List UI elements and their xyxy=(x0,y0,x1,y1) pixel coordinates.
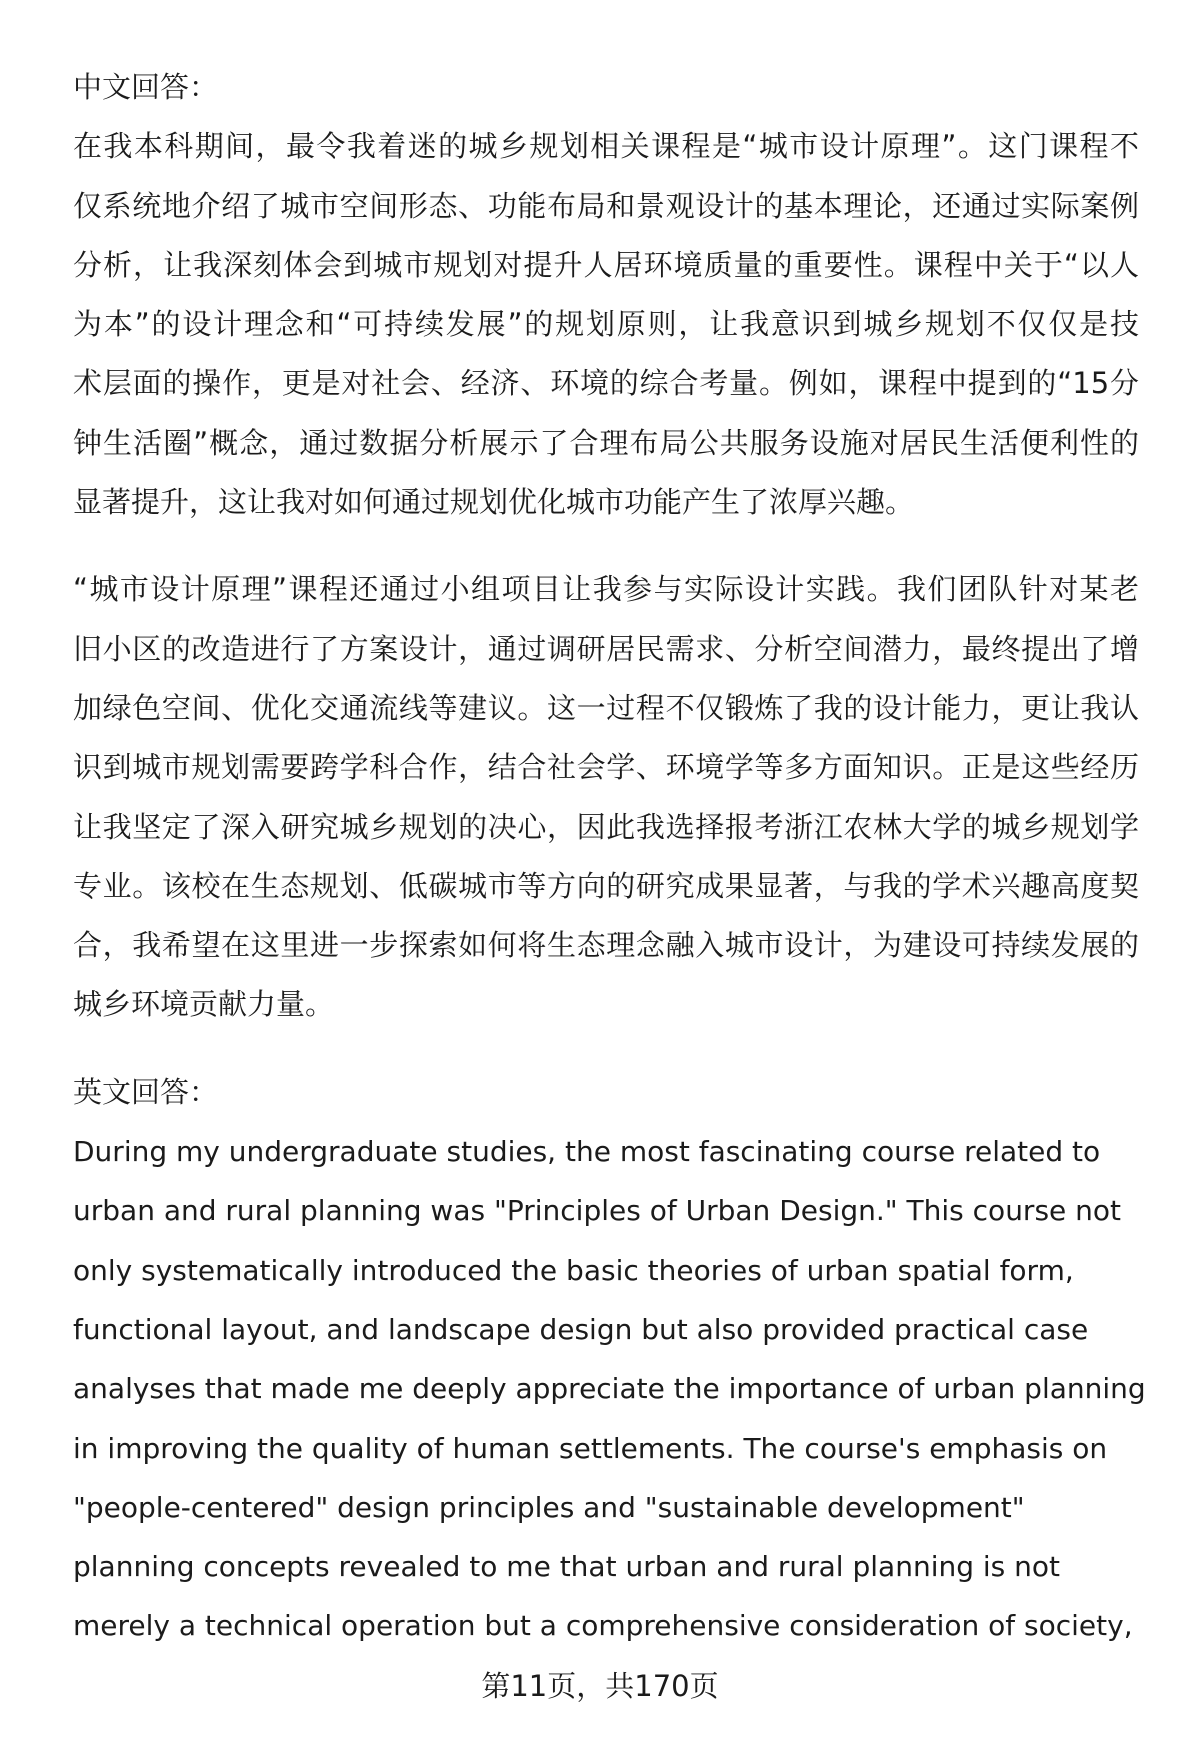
paragraph-line: merely a technical operation but a comprehensive consideration of society, xyxy=(73,1609,1133,1643)
english-answer-section xyxy=(73,1063,1183,1656)
paragraph-line: 钟生活圈”概念，通过数据分析展示了合理布局公共服务设施对居民生活便利性的 xyxy=(73,425,1139,460)
english-answer-label: 英文回答： xyxy=(73,1074,219,1109)
paragraph-line: functional layout, and landscape design but also provided practical case xyxy=(73,1312,1089,1346)
paragraph-line: in improving the quality of human settlements. The course's emphasis on xyxy=(73,1431,1108,1465)
paragraph-line: During my undergraduate studies, the most fascinating course related to xyxy=(73,1135,1101,1169)
paragraph-line: 为本”的设计理念和“可持续发展”的规划原则，让我意识到城乡规划不仅仅是技 xyxy=(73,307,1139,342)
paragraph-line: “城市设计原理”课程还通过小组项目让我参与实际设计实践。我们团队针对某老 xyxy=(73,572,1139,607)
paragraph-line: 加绿色空间、优化交通流线等建议。这一过程不仅锻炼了我的设计能力，更让我认 xyxy=(73,690,1139,725)
paragraph-line: 分析，让我深刻体会到城市规划对提升人居环境质量的重要性。课程中关于“以人 xyxy=(73,247,1139,282)
paragraph-line: "people-centered" design principles and "sustainable development" xyxy=(73,1490,1025,1524)
chinese-paragraph xyxy=(73,117,1183,532)
chinese-paragraph xyxy=(73,560,1183,1034)
paragraph-line: 在我本科期间，最令我着迷的城乡规划相关课程是“城市设计原理”。这门课程不 xyxy=(73,129,1139,164)
paragraph-line: only systematically introduced the basic theories of urban spatial form, xyxy=(73,1253,1074,1287)
paragraph-line: 旧小区的改造进行了方案设计，通过调研居民需求、分析空间潜力，最终提出了增 xyxy=(73,631,1139,666)
paragraph-line: 识到城市规划需要跨学科合作，结合社会学、环境学等多方面知识。正是这些经历 xyxy=(73,750,1139,785)
chinese-answer-label: 中文回答： xyxy=(73,70,219,104)
paragraph-line: planning concepts revealed to me that urban and rural planning is not xyxy=(73,1550,1061,1584)
paragraph-line: 专业。该校在生态规划、低碳城市等方向的研究成果显著，与我的学术兴趣高度契 xyxy=(73,868,1139,903)
document-body xyxy=(73,58,1183,1656)
page-number-indicator: 第11页，共170页 xyxy=(481,1669,719,1703)
paragraph-line: 让我坚定了深入研究城乡规划的决心，因此我选择报考浙江农林大学的城乡规划学 xyxy=(73,809,1139,844)
paragraph-line: urban and rural planning was "Principles of Urban Design." This course not xyxy=(73,1194,1122,1228)
english-paragraph xyxy=(73,1122,1183,1656)
paragraph-line: 显著提升，这让我对如何通过规划优化城市功能产生了浓厚兴趣。 xyxy=(73,485,915,520)
chinese-answer-section xyxy=(73,58,1183,1035)
paragraph-line: analyses that made me deeply appreciate the importance of urban planning xyxy=(73,1372,1146,1406)
page-footer xyxy=(0,1656,1200,1716)
paragraph-line: 仅系统地介绍了城市空间形态、功能布局和景观设计的基本理论，还通过实际案例 xyxy=(73,188,1139,223)
paragraph-line: 合，我希望在这里进一步探索如何将生态理念融入城市设计，为建设可持续发展的 xyxy=(73,928,1139,963)
paragraph-line: 术层面的操作，更是对社会、经济、环境的综合考量。例如，课程中提到的“15分 xyxy=(73,366,1139,401)
paragraph-line: 城乡环境贡献力量。 xyxy=(73,987,335,1022)
